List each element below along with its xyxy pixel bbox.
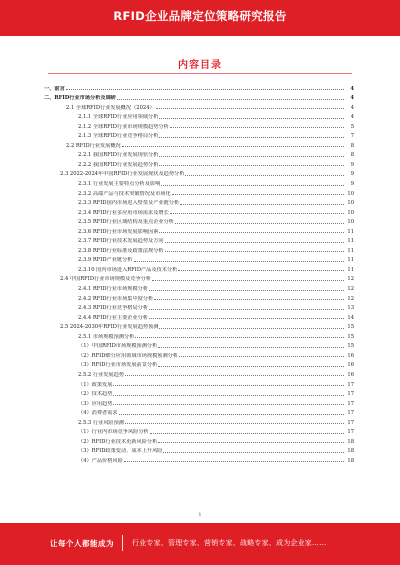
toc-entry-title: （2）RFID行业技术更新风险分析 (78, 438, 158, 445)
toc-entry-title: （3）应用趋势 (78, 400, 113, 407)
toc-entry-title: 2.1.3 全球RFID行业竞争格局分析 (78, 133, 159, 140)
toc-entry-title: 2.5.3 行业风险预测 (78, 419, 124, 426)
toc-entry-page: 17 (347, 410, 354, 417)
toc-entry-page: 13 (347, 305, 354, 312)
toc-entry-title: 2.3.3 RFID国内市场进入壁垒及产业链分析 (78, 200, 180, 207)
toc-entry-title: 2.3.4 RFID行业多应用市场需求及增长 (78, 209, 169, 216)
toc-entry[interactable] (44, 397, 354, 407)
toc-entry-page: 16 (347, 362, 354, 369)
toc-leader-dots (152, 280, 344, 281)
toc-entry[interactable] (44, 340, 354, 350)
toc-entry[interactable] (44, 416, 354, 426)
toc-entry-title: （1）行业内市场竞争风险分析 (78, 429, 149, 436)
toc-leader-dots (159, 232, 344, 233)
toc-entry-page: 14 (347, 314, 354, 321)
toc-leader-dots (158, 366, 344, 367)
toc-entry-page: 10 (347, 200, 354, 207)
toc-entry-title: 2.3.8 RFID行业标准及政策法规分析 (78, 247, 164, 254)
toc-leader-dots (159, 118, 344, 119)
toc-leader-dots (113, 404, 344, 405)
toc-entry-page: 17 (347, 429, 354, 436)
toc-entry-title: 二、RFID行业市场分析及调研 (44, 95, 116, 102)
toc-entry-page: 17 (347, 381, 354, 388)
toc-entry-title: 2.4.2 RFID行业市场集中度分析 (78, 295, 154, 302)
toc-entry-page: 4 (350, 104, 354, 111)
toc-entry[interactable] (44, 187, 354, 197)
toc-entry-page: 12 (347, 286, 354, 293)
toc-entry[interactable] (44, 359, 354, 369)
toc-entry-page: 4 (350, 114, 354, 121)
toc-entry[interactable] (44, 454, 354, 464)
toc-entry-page: 16 (347, 352, 354, 359)
toc-entry-page: 18 (347, 457, 354, 464)
toc-entry[interactable] (44, 388, 354, 398)
toc-entry-page: 10 (347, 209, 354, 216)
toc-entry[interactable] (44, 321, 354, 331)
toc-leader-dots (175, 223, 344, 224)
toc-leader-dots (179, 356, 344, 357)
toc-leader-dots (158, 347, 344, 348)
toc-entry-page: 15 (347, 324, 354, 331)
toc-entry-title: 2.3.1 行业发展主要特点分析及影响 (78, 181, 161, 188)
toc-entry[interactable] (44, 92, 354, 102)
toc-leader-dots (165, 251, 344, 252)
toc-leader-dots (149, 290, 344, 291)
toc-entry-title: （3）RFID政策变动、成本上升风险 (78, 448, 163, 455)
toc-entry-title: 2.3.6 RFID行业市场发展影响因素 (78, 228, 159, 235)
toc-entry-page: 17 (347, 419, 354, 426)
toc-entry[interactable] (44, 216, 354, 226)
toc-leader-dots (117, 99, 344, 100)
toc-entry[interactable] (44, 139, 354, 149)
toc-entry-page: 11 (347, 247, 354, 254)
toc-entry-title: 2.1.2 全球RFID行业市场规模趋势分析 (78, 123, 169, 130)
toc-leader-dots (119, 414, 344, 415)
toc-leader-dots (159, 165, 344, 166)
toc-entry-title: （4）产品价格风险 (78, 457, 123, 464)
toc-entry-page: 9 (350, 171, 354, 178)
toc-entry-page: 18 (347, 448, 354, 455)
toc-entry-page: 17 (347, 391, 354, 398)
toc-leader-dots (156, 108, 344, 109)
toc-entry[interactable] (44, 101, 354, 111)
toc-entry[interactable] (44, 130, 354, 140)
toc-entry-page: 16 (347, 371, 354, 378)
toc-entry[interactable] (44, 225, 354, 235)
toc-entry-title: 2.1.1 全球RFID行业应用领域分析 (78, 114, 159, 121)
toc-leader-dots (172, 194, 344, 195)
toc-entry-title: 2.5.1 市场规模预测分析 (78, 333, 135, 340)
toc-leader-dots (149, 309, 344, 310)
toc-entry-page: 4 (350, 95, 354, 102)
toc-leader-dots (134, 261, 345, 262)
toc-leader-dots (159, 328, 344, 329)
toc-entry-page: 15 (347, 343, 354, 350)
toc-leader-dots (113, 395, 344, 396)
toc-leader-dots (161, 185, 344, 186)
toc-entry-title: 2.3.2 高端产品与技术突破情况及市场化 (78, 190, 171, 197)
toc-entry-page: 9 (350, 161, 354, 168)
toc-entry-page: 17 (347, 400, 354, 407)
toc-entry[interactable] (44, 330, 354, 340)
toc-entry[interactable] (44, 244, 354, 254)
toc-entry-title: 2.3.7 RFID行业技术发展趋势及方向 (78, 238, 164, 245)
toc-entry-page: 5 (350, 123, 354, 130)
toc-entry-page: 10 (347, 190, 354, 197)
toc-leader-dots (149, 318, 344, 319)
toc-entry-page: 8 (350, 152, 354, 159)
toc-entry[interactable] (44, 111, 354, 121)
toc-entry-title: 2.4.4 RFID行业主要企业分析 (78, 314, 149, 321)
toc-entry-title: 2.2.2 我国RFID行业发展趋势分析 (78, 161, 159, 168)
toc-entry-page: 9 (350, 181, 354, 188)
toc-entry[interactable] (44, 435, 354, 445)
toc-leader-dots (170, 213, 344, 214)
toc-entry[interactable] (44, 368, 354, 378)
toc-entry[interactable] (44, 282, 354, 292)
toc-leader-dots (178, 270, 344, 271)
report-title: RFID企业品牌定位策略研究报告 (113, 9, 287, 23)
toc-entry-page: 8 (350, 142, 354, 149)
toc-leader-dots (159, 156, 344, 157)
toc-entry-title: （2）RFID细分应用领域市场规模预测分析 (78, 352, 179, 359)
toc-entry-title: 2.2 RFID行业发展概况 (66, 142, 121, 149)
toc-entry-title: 2.3 2022-2024年中国RFID行业发展现状及趋势分析 (60, 171, 185, 178)
toc-entry[interactable] (44, 263, 354, 273)
toc-leader-dots (135, 337, 344, 338)
toc-entry-page: 11 (347, 257, 354, 264)
toc-entry[interactable] (44, 177, 354, 187)
toc-entry-title: 2.4.3 RFID行业竞争格局分析 (78, 305, 149, 312)
toc-leader-dots (150, 433, 344, 434)
toc-leader-dots (113, 385, 344, 386)
toc-leader-dots (159, 137, 344, 138)
footer-slogan-right: 行业专家、管理专家、营销专家、战略专家、成为企业家…… (132, 539, 327, 547)
toc-leader-dots (165, 242, 344, 243)
toc-entry[interactable] (44, 311, 354, 321)
toc-entry[interactable] (44, 445, 354, 455)
toc-entry-title: （4）消费者需求 (78, 410, 118, 417)
toc-entry-page: 10 (347, 219, 354, 226)
toc-entry-page: 11 (347, 266, 354, 273)
toc-entry-title: 2.2.1 我国RFID行业发展现状分析 (78, 152, 159, 159)
toc-leader-dots (158, 442, 344, 443)
toc-entry-page: 12 (347, 295, 354, 302)
toc-entry[interactable] (44, 120, 354, 130)
toc-entry[interactable] (44, 254, 354, 264)
table-of-contents (44, 82, 354, 464)
toc-entry[interactable] (44, 158, 354, 168)
toc-leader-dots (180, 204, 344, 205)
toc-entry-title: （1）中国RFID市场规模预测分析 (78, 343, 158, 350)
toc-entry[interactable] (44, 206, 354, 216)
toc-leader-dots (125, 423, 344, 424)
toc-entry[interactable] (44, 407, 354, 417)
toc-entry-title: 2.3.9 RFID产业链分析 (78, 257, 133, 264)
toc-entry-page: 15 (347, 333, 354, 340)
toc-entry[interactable] (44, 426, 354, 436)
toc-entry[interactable] (44, 349, 354, 359)
toc-entry-title: 2.3.5 RFID行业区域结构及重点企业分析 (78, 219, 174, 226)
toc-entry-title: 2.5 2024-2030年RFID行业发展趋势预测 (60, 324, 159, 331)
toc-entry[interactable] (44, 378, 354, 388)
toc-entry[interactable] (44, 302, 354, 312)
toc-entry-title: 2.3.10 国内市场进入RFID产品及技术分析 (78, 266, 178, 273)
toc-leader-dots (170, 127, 344, 128)
toc-entry-title: 2.1 全球RFID行业发展概况（2024） (66, 104, 155, 111)
toc-entry-title: 2.4.1 RFID行业市场规模分析 (78, 286, 149, 293)
toc-entry[interactable] (44, 292, 354, 302)
toc-entry[interactable] (44, 82, 354, 92)
footer-divider (122, 535, 123, 551)
toc-entry-title: 2.4 中国RFID行业市场规模及竞争分析 (60, 276, 152, 283)
toc-entry-title: （2）技术趋势 (78, 391, 113, 398)
toc-heading-rule (48, 73, 352, 74)
toc-leader-dots (163, 452, 344, 453)
toc-entry-page: 4 (350, 85, 354, 92)
toc-entry-title: 2.5.2 行业发展趋势 (78, 371, 124, 378)
toc-entry-page: 18 (347, 438, 354, 445)
toc-entry-page: 12 (347, 276, 354, 283)
toc-entry-page: 11 (347, 238, 354, 245)
toc-entry-page: 7 (350, 133, 354, 140)
footer-slogan-left: 让每个人都能成为 (50, 539, 114, 548)
report-header-bar (0, 0, 400, 36)
toc-entry-title: 一、前言 (44, 85, 65, 92)
toc-leader-dots (124, 461, 344, 462)
toc-entry[interactable] (44, 168, 354, 178)
toc-leader-dots (122, 146, 344, 147)
toc-entry-page: 11 (347, 228, 354, 235)
toc-entry-title: （3）RFID行业市场发展前景分析 (78, 362, 158, 369)
toc-entry[interactable] (44, 149, 354, 159)
toc-leader-dots (66, 89, 344, 90)
toc-entry[interactable] (44, 273, 354, 283)
toc-entry[interactable] (44, 235, 354, 245)
page-number: 1 (198, 512, 202, 518)
toc-entry-title: （1）政策发展 (78, 381, 113, 388)
toc-leader-dots (185, 175, 344, 176)
toc-leader-dots (154, 299, 344, 300)
toc-entry[interactable] (44, 197, 354, 207)
toc-heading: 内容目录 (178, 60, 222, 71)
toc-leader-dots (125, 375, 344, 376)
footer-bar (0, 523, 400, 565)
